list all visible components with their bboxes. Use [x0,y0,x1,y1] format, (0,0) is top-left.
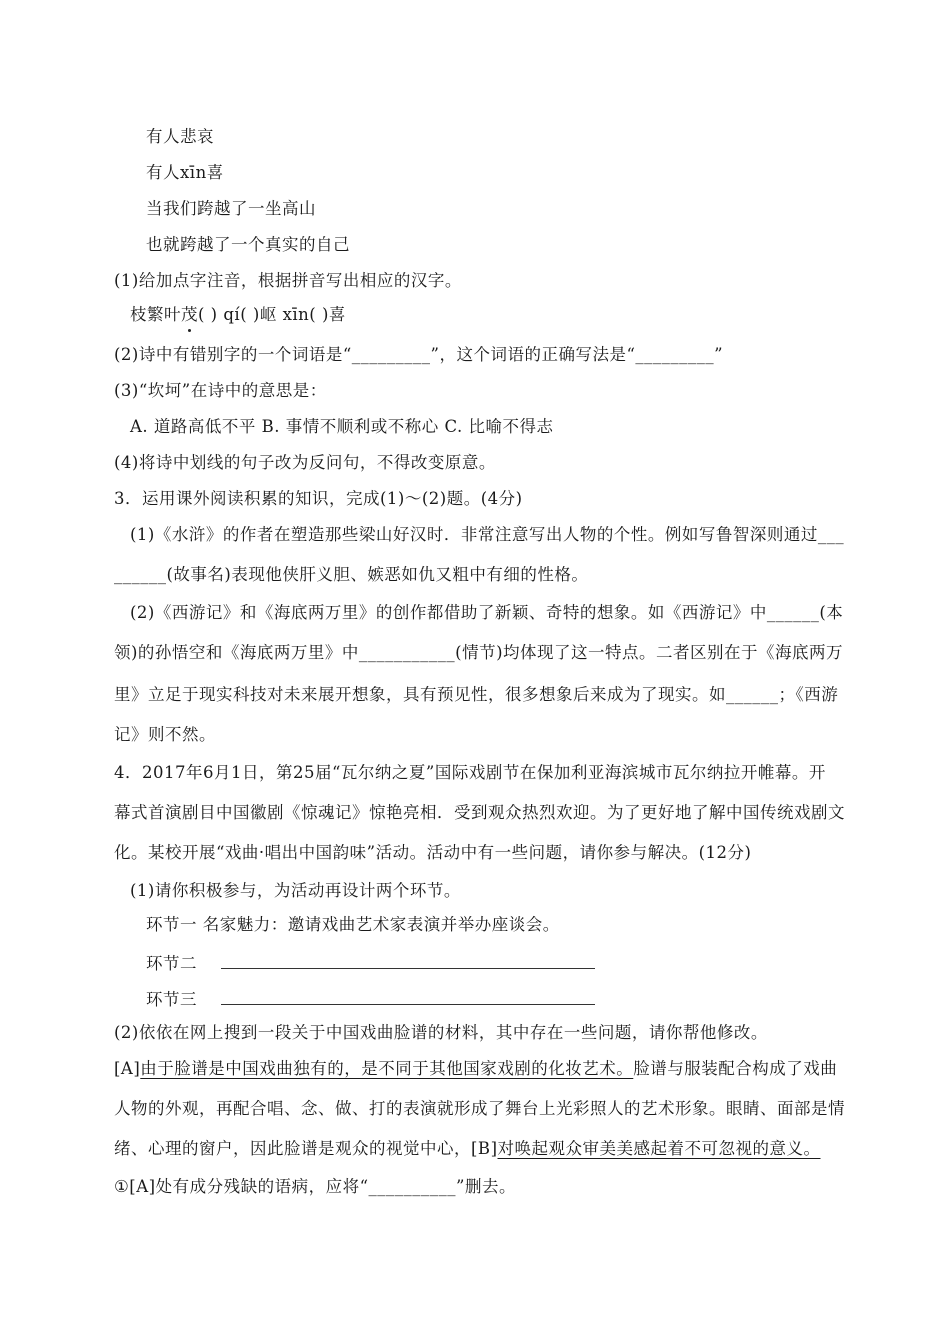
material-line-3-start: 绪、心理的窗户，因此脸谱是观众的视觉中心，[B] [114,1139,498,1158]
question-3-2-line-1: (2)《西游记》和《海底两万里》的创作都借助了新颖、奇特的想象。如《西游记》中______(本 [130,603,844,622]
dotted-character: 茂 [181,305,198,324]
step-2-row [146,952,595,975]
step-3-answer-line [221,988,595,1005]
question-3-2-line-3: 里》立足于现实科技对未来展开想象，具有预见性，很多想象后来成为了现实。如______；《西游 [114,685,839,704]
poem-line-4: 也就跨越了一个真实的自己 [146,235,350,254]
marker-a: [A] [114,1059,141,1078]
question-2-options: A. 道路高低不平 B. 事情不顺利或不称心 C. 比喻不得志 [130,417,554,436]
question-4-line-3: 化。某校开展“戏曲·唱出中国韵味”活动。活动中有一些问题，请你参与解决。(12分) [114,843,752,862]
question-3-2-line-2: 领)的孙悟空和《海底两万里》中___________(情节)均体现了这一特点。二者区别在于《海底两万 [114,643,844,662]
material-line-1 [114,1058,837,1080]
pinyin-line [130,304,346,326]
step-3-row [146,988,595,1011]
question-4-line-2: 幕式首演剧目中国徽剧《惊魂记》惊艳亮相．受到观众热烈欢迎。为了更好地了解中国传统戏剧文 [114,803,845,822]
underlined-sentence-b: 对唤起观众审美美感起着不可忽视的意义。 [497,1139,821,1158]
question-2-3: (3)“坎坷”在诗中的意思是： [114,381,327,400]
sub-question-1: ①[A]处有成分残缺的语病，应将“__________”删去。 [114,1177,516,1196]
question-3-1-line-2: ______(故事名)表现他侠肝义胆、嫉恶如仇又粗中有细的性格。 [114,565,589,584]
poem-line-2: 有人xīn喜 [146,163,224,182]
pinyin-prefix: 枝繁叶 [130,305,181,324]
material-line-3 [114,1138,821,1160]
question-2-1: (1)给加点字注音，根据拼音写出相应的汉字。 [114,271,462,290]
material-line-1-rest: 脸谱与服装配合构成了戏曲 [633,1059,838,1078]
question-3-heading: 3．运用课外阅读积累的知识，完成(1)～(2)题。(4分) [114,489,523,508]
step-3-label: 环节三 [146,990,197,1009]
step-2-label: 环节二 [146,954,197,973]
poem-line-1: 有人悲哀 [146,127,214,146]
material-line-2: 人物的外观，再配合唱、念、做、打的表演就形成了舞台上光彩照人的艺术形象。眼睛、面部是情 [114,1099,845,1118]
question-3-2-line-4: 记》则不然。 [114,725,216,744]
step-1: 环节一 名家魅力：邀请戏曲艺术家表演并举办座谈会。 [146,915,560,934]
step-2-answer-line [221,952,595,969]
question-4-line-1: 4．2017年6月1日，第25届“瓦尔纳之夏”国际戏剧节在保加利亚海滨城市瓦尔纳拉开帷幕。开 [114,763,826,782]
underlined-sentence-a: 由于脸谱是中国戏曲独有的，是不同于其他国家戏剧的化妆艺术。 [140,1059,634,1078]
question-2-2: (2)诗中有错别字的一个词语是“_________”，这个词语的正确写法是“_________” [114,345,724,364]
question-4-1: (1)请你积极参与，为活动再设计两个环节。 [130,881,461,900]
poem-line-3: 当我们跨越了一坐高山 [146,199,316,218]
question-3-1-line-1: (1)《水浒》的作者在塑造那些梁山好汉时．非常注意写出人物的个性。例如写鲁智深则通过___ [130,525,845,544]
pinyin-blanks: ( ) qí( )岖 xīn( )喜 [198,305,346,324]
question-2-4: (4)将诗中划线的句子改为反问句，不得改变原意。 [114,453,496,472]
question-4-2: (2)依依在网上搜到一段关于中国戏曲脸谱的材料，其中存在一些问题，请你帮他修改。 [114,1023,768,1042]
